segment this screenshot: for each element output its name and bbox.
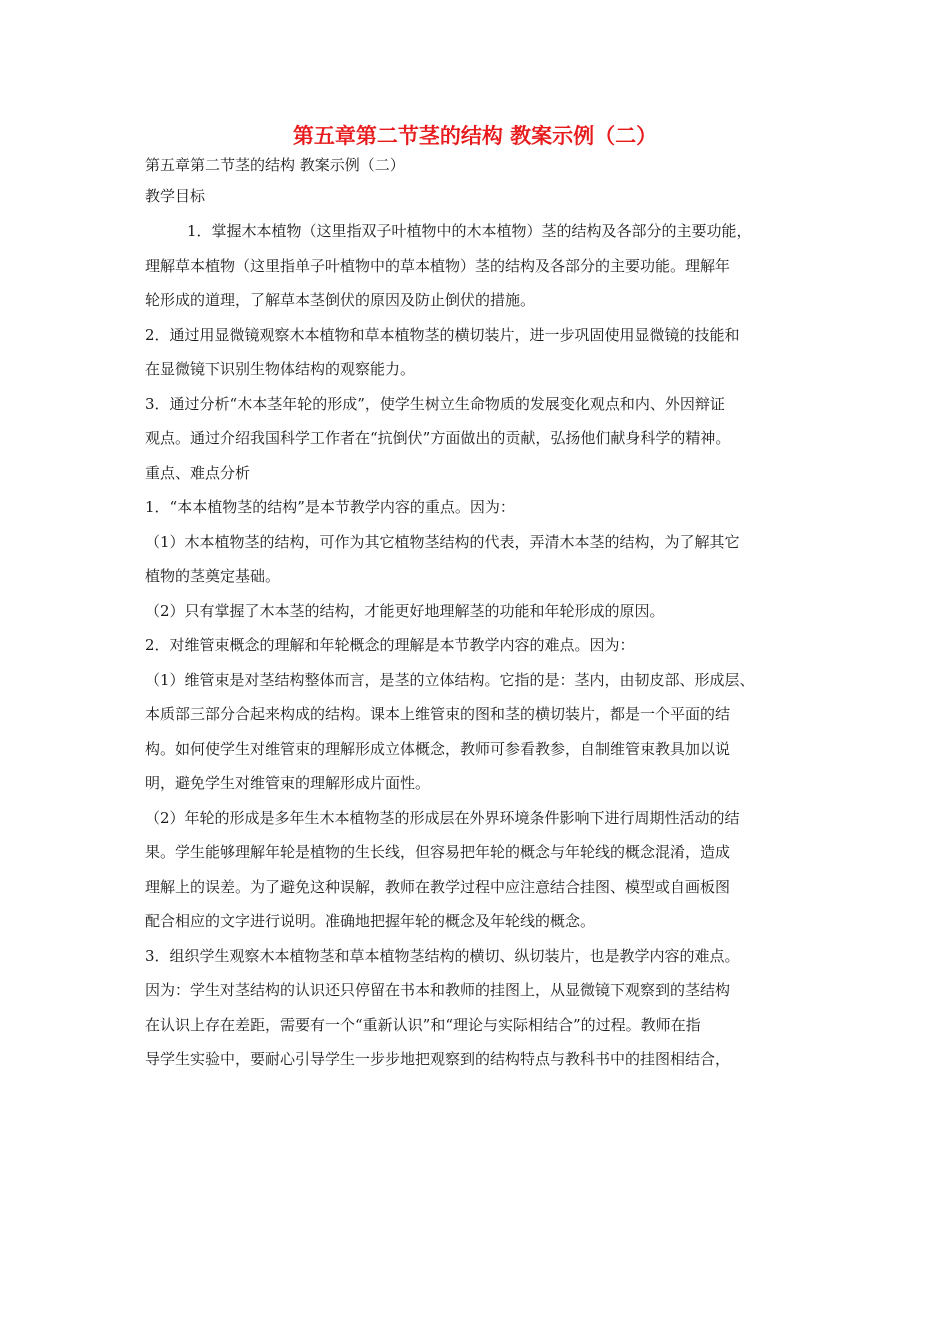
section-heading-key-points: 重点、难点分析 <box>145 463 251 482</box>
document-subtitle: 第五章第二节茎的结构 教案示例（二） <box>145 156 405 174</box>
analysis-line: 果。学生能够理解年轮是植物的生长线，但容易把年轮的概念与年轮线的概念混淆，造成 <box>145 843 731 861</box>
goal-line: 观点。通过介绍我国科学工作者在“抗倒伏”方面做出的贡献，弘扬他们献身科学的精神。 <box>145 429 731 447</box>
analysis-line: 植物的茎奠定基础。 <box>145 567 281 585</box>
analysis-line: （1）木本植物茎的结构，可作为其它植物茎结构的代表，弄清木本茎的结构，为了解其它 <box>145 532 740 551</box>
section-heading-goals: 教学目标 <box>145 187 206 205</box>
analysis-line: 构。如何使学生对维管束的理解形成立体概念，教师可参看教参，自制维管束教具加以说 <box>145 739 731 758</box>
analysis-line: 3．组织学生观察木本植物茎和草本植物茎结构的横切、纵切装片，也是教学内容的难点。 <box>145 946 740 965</box>
analysis-line: 在认识上存在差距，需要有一个“重新认识”和“理论与实际相结合”的过程。教师在指 <box>145 1015 701 1034</box>
analysis-line: （2）只有掌握了木本茎的结构，才能更好地理解茎的功能和年轮形成的原因。 <box>145 601 665 620</box>
analysis-line: 本质部三部分合起来构成的结构。课本上维管束的图和茎的横切装片，都是一个平面的结 <box>145 705 731 723</box>
goal-line: 1．掌握木本植物（这里指双子叶植物中的木本植物）茎的结构及各部分的主要功能， <box>187 222 752 240</box>
document-title: 第五章第二节茎的结构 教案示例（二） <box>292 123 658 148</box>
analysis-line: 1．“本本植物茎的结构”是本节教学内容的重点。因为： <box>145 498 515 516</box>
analysis-line: （1）维管束是对茎结构整体而言，是茎的立体结构。它指的是：茎内，由韧皮部、形成层、 <box>145 670 755 689</box>
goal-line: 在显微镜下识别生物体结构的观察能力。 <box>145 360 416 378</box>
goal-line: 理解草本植物（这里指单子叶植物中的草本植物）茎的结构及各部分的主要功能。理解年 <box>145 256 731 275</box>
analysis-line: （2）年轮的形成是多年生木本植物茎的形成层在外界环境条件影响下进行周期性活动的结 <box>145 808 740 827</box>
goal-line: 2．通过用显微镜观察木本植物和草本植物茎的横切装片，进一步巩固使用显微镜的技能和 <box>145 325 740 344</box>
analysis-line: 2．对维管束概念的理解和年轮概念的理解是本节教学内容的难点。因为： <box>145 636 635 654</box>
analysis-line: 理解上的误差。为了避免这种误解，教师在教学过程中应注意结合挂图、模型或自画板图 <box>145 877 731 896</box>
goal-line: 3．通过分析“木本茎年轮的形成”，使学生树立生命物质的发展变化观点和内、外因辩证 <box>145 394 725 413</box>
document-body <box>145 152 820 1077</box>
analysis-line: 因为：学生对茎结构的认识还只停留在书本和教师的挂图上，从显微镜下观察到的茎结构 <box>145 981 731 999</box>
analysis-line: 配合相应的文字进行说明。准确地把握年轮的概念及年轮线的概念。 <box>145 912 596 930</box>
analysis-line: 明，避免学生对维管束的理解形成片面性。 <box>145 774 431 792</box>
goal-line: 轮形成的道理，了解草本茎倒伏的原因及防止倒伏的措施。 <box>145 291 536 309</box>
analysis-line: 导学生实验中，要耐心引导学生一步步地把观察到的结构特点与教科书中的挂图相结合， <box>145 1050 731 1068</box>
